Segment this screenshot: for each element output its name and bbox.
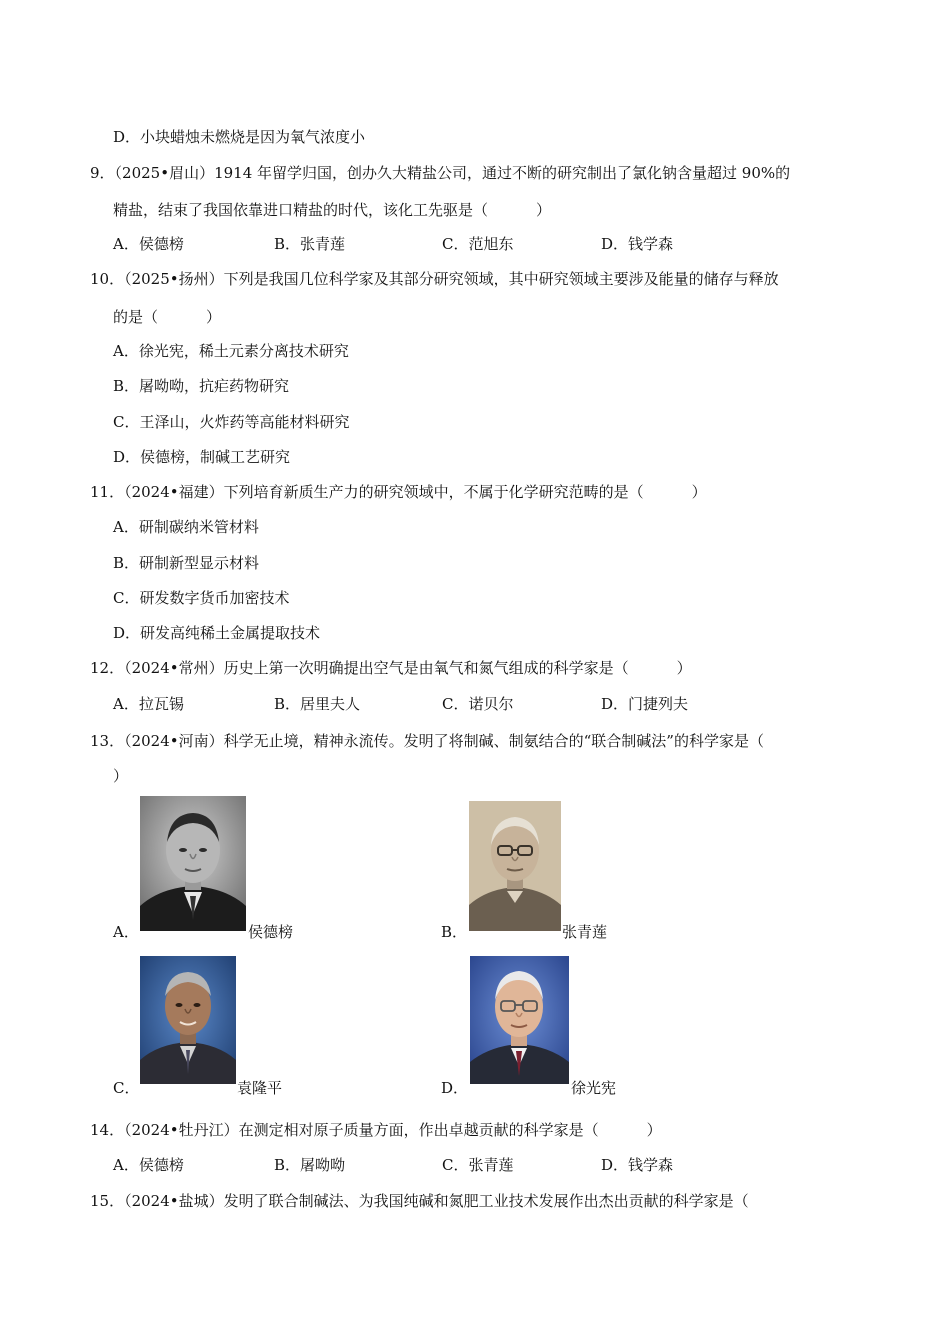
q13-option-b-name: 张青莲 — [562, 923, 608, 941]
q9-number: 9． — [90, 164, 115, 182]
q14-number: 14． — [90, 1121, 125, 1139]
q14-options — [113, 1155, 873, 1175]
q9-stem-line2 — [113, 200, 551, 220]
portrait-photo-c — [140, 956, 236, 1084]
q12-option-d: D．门捷列夫 — [601, 695, 689, 713]
q11-stem — [90, 482, 707, 502]
q14-stem-text: 在测定相对原子质量方面，作出卓越贡献的科学家是（ — [238, 1121, 599, 1139]
q9-option-b: B．张青莲 — [274, 235, 346, 253]
q13-stem-text: 科学无止境，精神永流传。发明了将制碱、制氨结合的“联合制碱法”的科学家是（ — [223, 732, 764, 750]
q13-option-c-name: 袁隆平 — [237, 1079, 283, 1097]
q14-option-d: D．钱学森 — [601, 1156, 674, 1174]
q13-close-paren: ） — [113, 767, 129, 785]
q11-source: （2024•福建） — [124, 483, 224, 501]
q13-option-a-name: 侯德榜 — [248, 923, 294, 941]
q14-close-paren: ） — [646, 1121, 662, 1139]
q14-option-b: B．屠呦呦 — [274, 1156, 346, 1174]
q12-stem — [90, 658, 692, 678]
q15-number: 15． — [90, 1192, 125, 1210]
q12-close-paren: ） — [676, 659, 692, 677]
q12-options — [113, 694, 873, 714]
q14-source: （2024•牡丹江） — [124, 1121, 239, 1139]
portrait-c-drawing — [140, 956, 236, 1084]
q12-source: （2024•常州） — [124, 659, 224, 677]
q13-source: （2024•河南） — [124, 732, 224, 750]
q9-stem-text: 1914 年留学归国，创办久大精盐公司，通过不断的研究制出了氯化钠含量超过 90%的 — [214, 164, 791, 182]
q12-stem-text: 历史上第一次明确提出空气是由氧气和氮气组成的科学家是（ — [223, 659, 629, 677]
q9-stem-line1 — [90, 163, 790, 183]
q12-option-c: C．诺贝尔 — [442, 695, 514, 713]
portrait-d-drawing — [470, 956, 569, 1084]
q10-number: 10． — [90, 270, 125, 288]
q13-option-d-name: 徐光宪 — [571, 1079, 617, 1097]
portrait-b-drawing — [469, 801, 561, 931]
q9-option-c: C．范旭东 — [442, 235, 514, 253]
q14-option-a: A．侯德榜 — [113, 1156, 184, 1174]
q11-close-paren: ） — [691, 483, 707, 501]
q10-option-a: A．徐光宪，稀土元素分离技术研究 — [113, 342, 349, 360]
q11-stem-text: 下列培育新质生产力的研究领域中，不属于化学研究范畴的是（ — [223, 483, 644, 501]
q9-options — [113, 234, 873, 254]
q13-option-a-label: A． — [113, 923, 139, 941]
q13-number: 13． — [90, 732, 125, 750]
q11-option-a: A．研制碳纳米管材料 — [113, 518, 259, 536]
q13-stem-line1 — [90, 731, 764, 751]
q9-source: （2025•眉山） — [114, 164, 215, 182]
q12-number: 12． — [90, 659, 125, 677]
q10-option-b: B．屠呦呦，抗疟药物研究 — [113, 377, 290, 395]
q14-option-c: C．张青莲 — [442, 1156, 514, 1174]
q8-option-d: D．小块蜡烛未燃烧是因为氧气浓度小 — [113, 128, 366, 146]
q13-option-c — [113, 956, 333, 1098]
portrait-photo-a — [140, 796, 246, 931]
q15-stem-line1 — [90, 1191, 749, 1211]
q15-stem-text: 发明了联合制碱法、为我国纯碱和氮肥工业技术发展作出杰出贡献的科学家是（ — [223, 1192, 749, 1210]
q9-option-a: A．侯德榜 — [113, 235, 184, 253]
q11-option-b: B．研制新型显示材料 — [113, 554, 260, 572]
q12-option-b: B．居里夫人 — [274, 695, 361, 713]
q13-option-d-label: D． — [441, 1079, 469, 1097]
q10-option-d: D．侯德榜，制碱工艺研究 — [113, 448, 291, 466]
q11-option-d: D．研发高纯稀土金属提取技术 — [113, 624, 321, 642]
q9-stem-text2: 精盐，结束了我国依靠进口精盐的时代，该化工先驱是（ — [113, 201, 489, 219]
q11-number: 11． — [90, 483, 125, 501]
q10-option-c: C．王泽山，火炸药等高能材料研究 — [113, 413, 350, 431]
q9-close-paren: ） — [536, 201, 552, 219]
portrait-photo-b — [469, 801, 561, 931]
q13-option-b — [441, 801, 641, 942]
q10-stem-text: 下列是我国几位科学家及其部分研究领域，其中研究领域主要涉及能量的储存与释放 — [223, 270, 779, 288]
portrait-photo-d — [470, 956, 569, 1084]
portrait-a-drawing — [140, 796, 246, 931]
q14-stem — [90, 1120, 662, 1140]
q13-option-c-label: C． — [113, 1079, 140, 1097]
q9-option-d: D．钱学森 — [601, 235, 674, 253]
q13-option-b-label: B． — [441, 923, 468, 941]
q10-close-paren: ） — [206, 308, 222, 326]
q13-option-d — [441, 956, 641, 1098]
q10-source: （2025•扬州） — [124, 270, 224, 288]
q10-stem-line1 — [90, 269, 779, 289]
q10-stem-line2 — [113, 307, 221, 327]
q15-source: （2024•盐城） — [124, 1192, 224, 1210]
q11-option-c: C．研发数字货币加密技术 — [113, 589, 290, 607]
q13-option-a — [113, 796, 333, 942]
q12-option-a: A．拉瓦锡 — [113, 695, 184, 713]
q10-stem-text2: 的是（ — [113, 308, 159, 326]
